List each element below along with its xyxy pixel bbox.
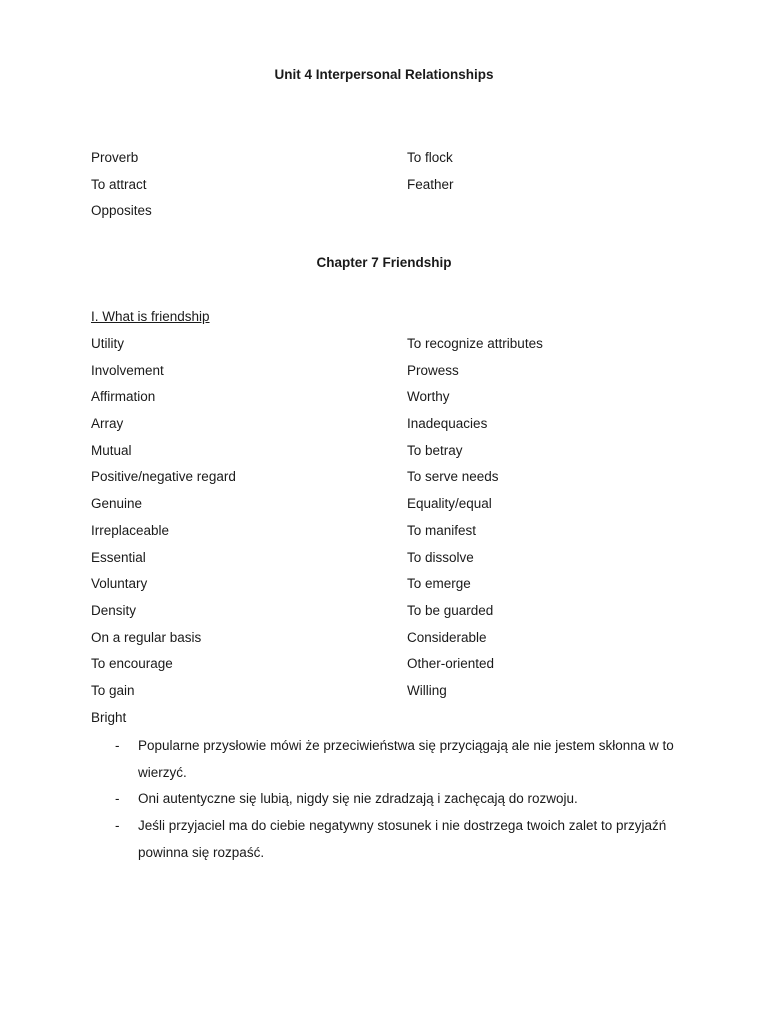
vocab-term: Mutual	[91, 442, 132, 458]
bullet-dash: -	[115, 818, 120, 834]
bullet-list	[91, 733, 691, 867]
vocab-term: To recognize attributes	[407, 336, 543, 351]
vocab-term: Voluntary	[91, 576, 148, 592]
vocab-term: To attract	[91, 176, 147, 192]
vocab-term: Utility	[91, 336, 124, 351]
vocab-term: To manifest	[407, 522, 477, 538]
vocab-term: Density	[91, 602, 137, 618]
vocab-list-2-right	[407, 331, 543, 705]
bullet-text: Jeśli przyjaciel ma do ciebie negatywny stosunek i nie dostrzega twoich zalet to przyjaźń powinna się rozpaść.	[138, 818, 667, 860]
vocab-term: Prowess	[407, 362, 459, 378]
unit-title: Unit 4 Interpersonal Relationships	[274, 67, 494, 82]
vocab-term: Positive/negative regard	[91, 469, 236, 485]
vocab-term: To serve needs	[407, 469, 499, 485]
vocab-term: Affirmation	[91, 389, 156, 405]
vocab-term: Irreplaceable	[91, 522, 170, 538]
vocab-term: Other-oriented	[407, 656, 495, 672]
list-item	[91, 786, 691, 813]
vocab-list-1-left	[91, 145, 152, 225]
vocab-term: To betray	[407, 442, 463, 458]
vocab-term: Array	[91, 416, 124, 432]
vocab-term: Opposites	[91, 203, 152, 219]
list-item	[91, 813, 691, 866]
section-heading: I. What is friendship	[91, 309, 210, 324]
bullet-text: Popularne przysłowie mówi że przeciwieństwa się przyciągają ale nie jestem skłonna w to wierzyć.	[138, 738, 674, 780]
chapter-title: Chapter 7 Friendship	[316, 255, 452, 270]
bullet-dash: -	[115, 791, 120, 807]
vocab-term: To encourage	[91, 656, 173, 672]
vocab-term: On a regular basis	[91, 629, 202, 645]
vocab-term: Genuine	[91, 496, 143, 512]
vocab-term: To emerge	[407, 576, 471, 592]
vocab-term: To dissolve	[407, 549, 474, 565]
bullet-text: Oni autentyczne się lubią, nigdy się nie zdradzają i zachęcają do rozwoju.	[138, 791, 578, 807]
list-item	[91, 733, 691, 786]
vocab-term: Worthy	[407, 389, 450, 405]
vocab-term: Involvement	[91, 362, 164, 378]
vocab-term: Equality/equal	[407, 496, 492, 512]
vocab-list-2-left	[91, 331, 236, 731]
vocab-term: Inadequacies	[407, 416, 488, 432]
vocab-term: Proverb	[91, 150, 139, 165]
vocab-term: Feather	[407, 176, 454, 192]
vocab-term: Considerable	[407, 629, 487, 645]
bullet-dash: -	[115, 738, 120, 753]
vocab-term: To be guarded	[407, 602, 494, 618]
vocab-term: Bright	[91, 709, 127, 725]
vocab-term: To flock	[407, 150, 453, 165]
vocab-term: To gain	[91, 682, 135, 698]
vocab-term: Essential	[91, 549, 146, 565]
vocab-list-1-right	[407, 145, 454, 198]
vocab-term: Willing	[407, 682, 447, 698]
